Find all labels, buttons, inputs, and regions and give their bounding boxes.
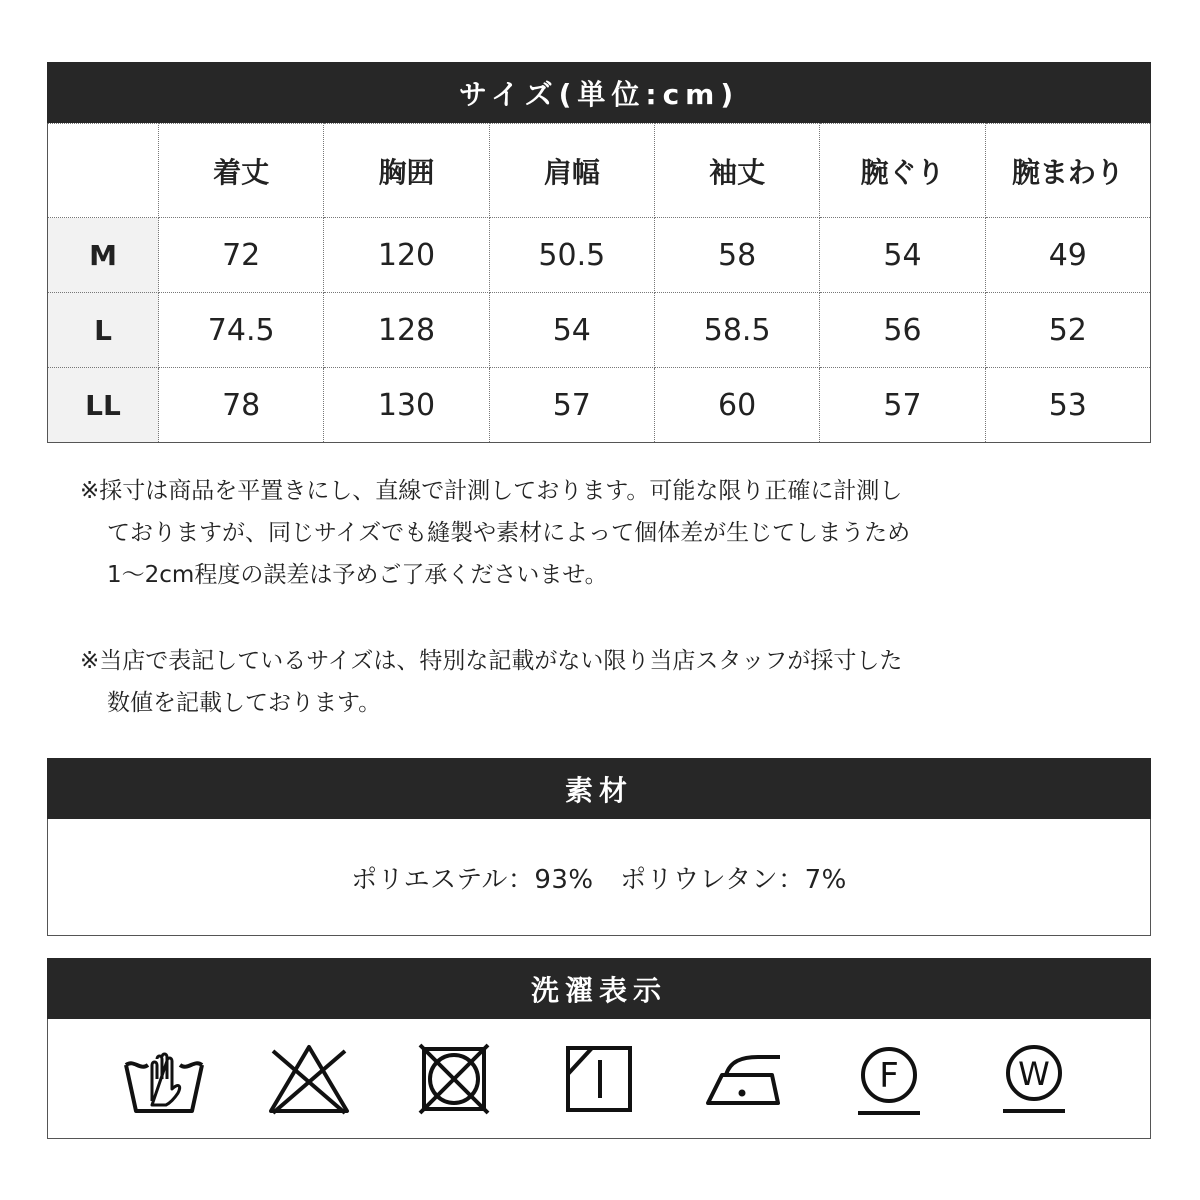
size-section-title <box>47 62 1151 123</box>
size-label: LL <box>48 368 159 443</box>
table-cell: 54 <box>820 218 985 293</box>
care-icons <box>48 1019 1150 1138</box>
material-section-title-text: 素材 <box>564 773 633 807</box>
dry-clean-letter: F <box>879 1055 899 1096</box>
size-table <box>47 123 1151 443</box>
column-header: 腕まわり <box>985 124 1150 218</box>
size-section-title-text: サイズ(単位:cm) <box>458 77 740 111</box>
no-bleach-icon <box>237 1029 382 1129</box>
material-composition: ポリエステル：93% ポリウレタン：7% <box>351 864 847 895</box>
note-line: ※採寸は商品を平置きにし、直線で計測しております。可能な限り正確に計測し <box>80 478 903 504</box>
table-cell: 57 <box>489 368 654 443</box>
size-disclaimer-note <box>80 640 1080 724</box>
size-table-header-row <box>48 124 1151 218</box>
line-dry-shade-icon <box>527 1029 672 1129</box>
note-line: ておりますが、同じサイズでも縫製や素材によって個体差が生じてしまうため <box>107 520 911 546</box>
size-label: M <box>48 218 159 293</box>
hand-wash-icon <box>92 1029 237 1129</box>
measurement-note <box>80 470 1080 596</box>
table-cell: 128 <box>324 293 489 368</box>
table-cell: 72 <box>159 218 324 293</box>
note-line: ※当店で表記しているサイズは、特別な記載がない限り当店スタッフが採寸した <box>80 648 903 674</box>
table-cell: 74.5 <box>159 293 324 368</box>
note-line: 数値を記載しております。 <box>107 690 382 716</box>
table-cell: 57 <box>820 368 985 443</box>
table-cell: 52 <box>985 293 1150 368</box>
table-cell: 53 <box>985 368 1150 443</box>
size-label: L <box>48 293 159 368</box>
size-table-corner <box>48 124 159 218</box>
wet-clean-letter: W <box>1018 1054 1050 1093</box>
material-section-title <box>47 758 1151 819</box>
note-line: 1～2cm程度の誤差は予めご了承くださいませ。 <box>107 562 608 588</box>
iron-low-icon <box>672 1029 817 1129</box>
laundry-section-title <box>47 958 1151 1019</box>
table-cell: 130 <box>324 368 489 443</box>
material-box <box>47 819 1151 936</box>
table-cell: 50.5 <box>489 218 654 293</box>
table-cell: 60 <box>654 368 819 443</box>
table-row <box>48 293 1151 368</box>
table-cell: 120 <box>324 218 489 293</box>
column-header: 袖丈 <box>654 124 819 218</box>
table-cell: 58 <box>654 218 819 293</box>
wet-clean-w-icon <box>962 1029 1107 1129</box>
column-header: 胸囲 <box>324 124 489 218</box>
column-header: 腕ぐり <box>820 124 985 218</box>
table-row <box>48 218 1151 293</box>
column-header: 着丈 <box>159 124 324 218</box>
table-cell: 78 <box>159 368 324 443</box>
table-row <box>48 368 1151 443</box>
laundry-section-title-text: 洗濯表示 <box>530 973 667 1007</box>
table-cell: 54 <box>489 293 654 368</box>
table-cell: 58.5 <box>654 293 819 368</box>
no-tumble-dry-icon <box>382 1029 527 1129</box>
laundry-box <box>47 1019 1151 1139</box>
column-header: 肩幅 <box>489 124 654 218</box>
dry-clean-f-icon <box>817 1029 962 1129</box>
table-cell: 56 <box>820 293 985 368</box>
table-cell: 49 <box>985 218 1150 293</box>
